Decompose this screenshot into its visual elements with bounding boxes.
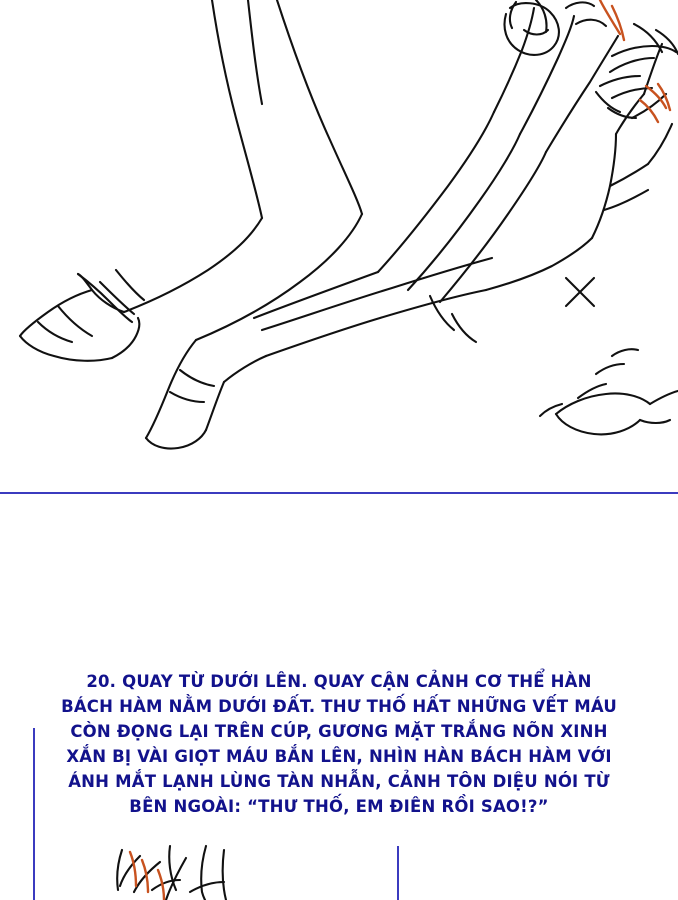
panel-border-left [33,728,35,900]
scene-direction-caption: 20. QUAY TỪ DƯỚI LÊN. QUAY CẬN CẢNH CƠ THỂ HÀN BÁCH HÀM NẰM DƯỚI ĐẤT. THƯ THỐ HẤT NHỮNG VẾT MÁU CÒN ĐỌNG LẠI TRÊN CÚP, GƯƠNG MẶT TRẮNG NÕN XINH XẮN BỊ VÀI GIỌT MÁU BẮN LÊN, NHÌN HÀN BÁCH HÀM VỚI ÁNH MẮT LẠNH LÙNG TÀN NHẪN, CẢNH TÔN DIỆU NÓI TỪ BÊN NGOÀI: “THƯ THỐ, EM ĐIÊN RỒI SAO!?” [61,672,617,816]
sketch-illustration-bottom [0,494,678,900]
panel-border-inner [397,846,399,900]
bottom-caption-panel [0,494,678,900]
